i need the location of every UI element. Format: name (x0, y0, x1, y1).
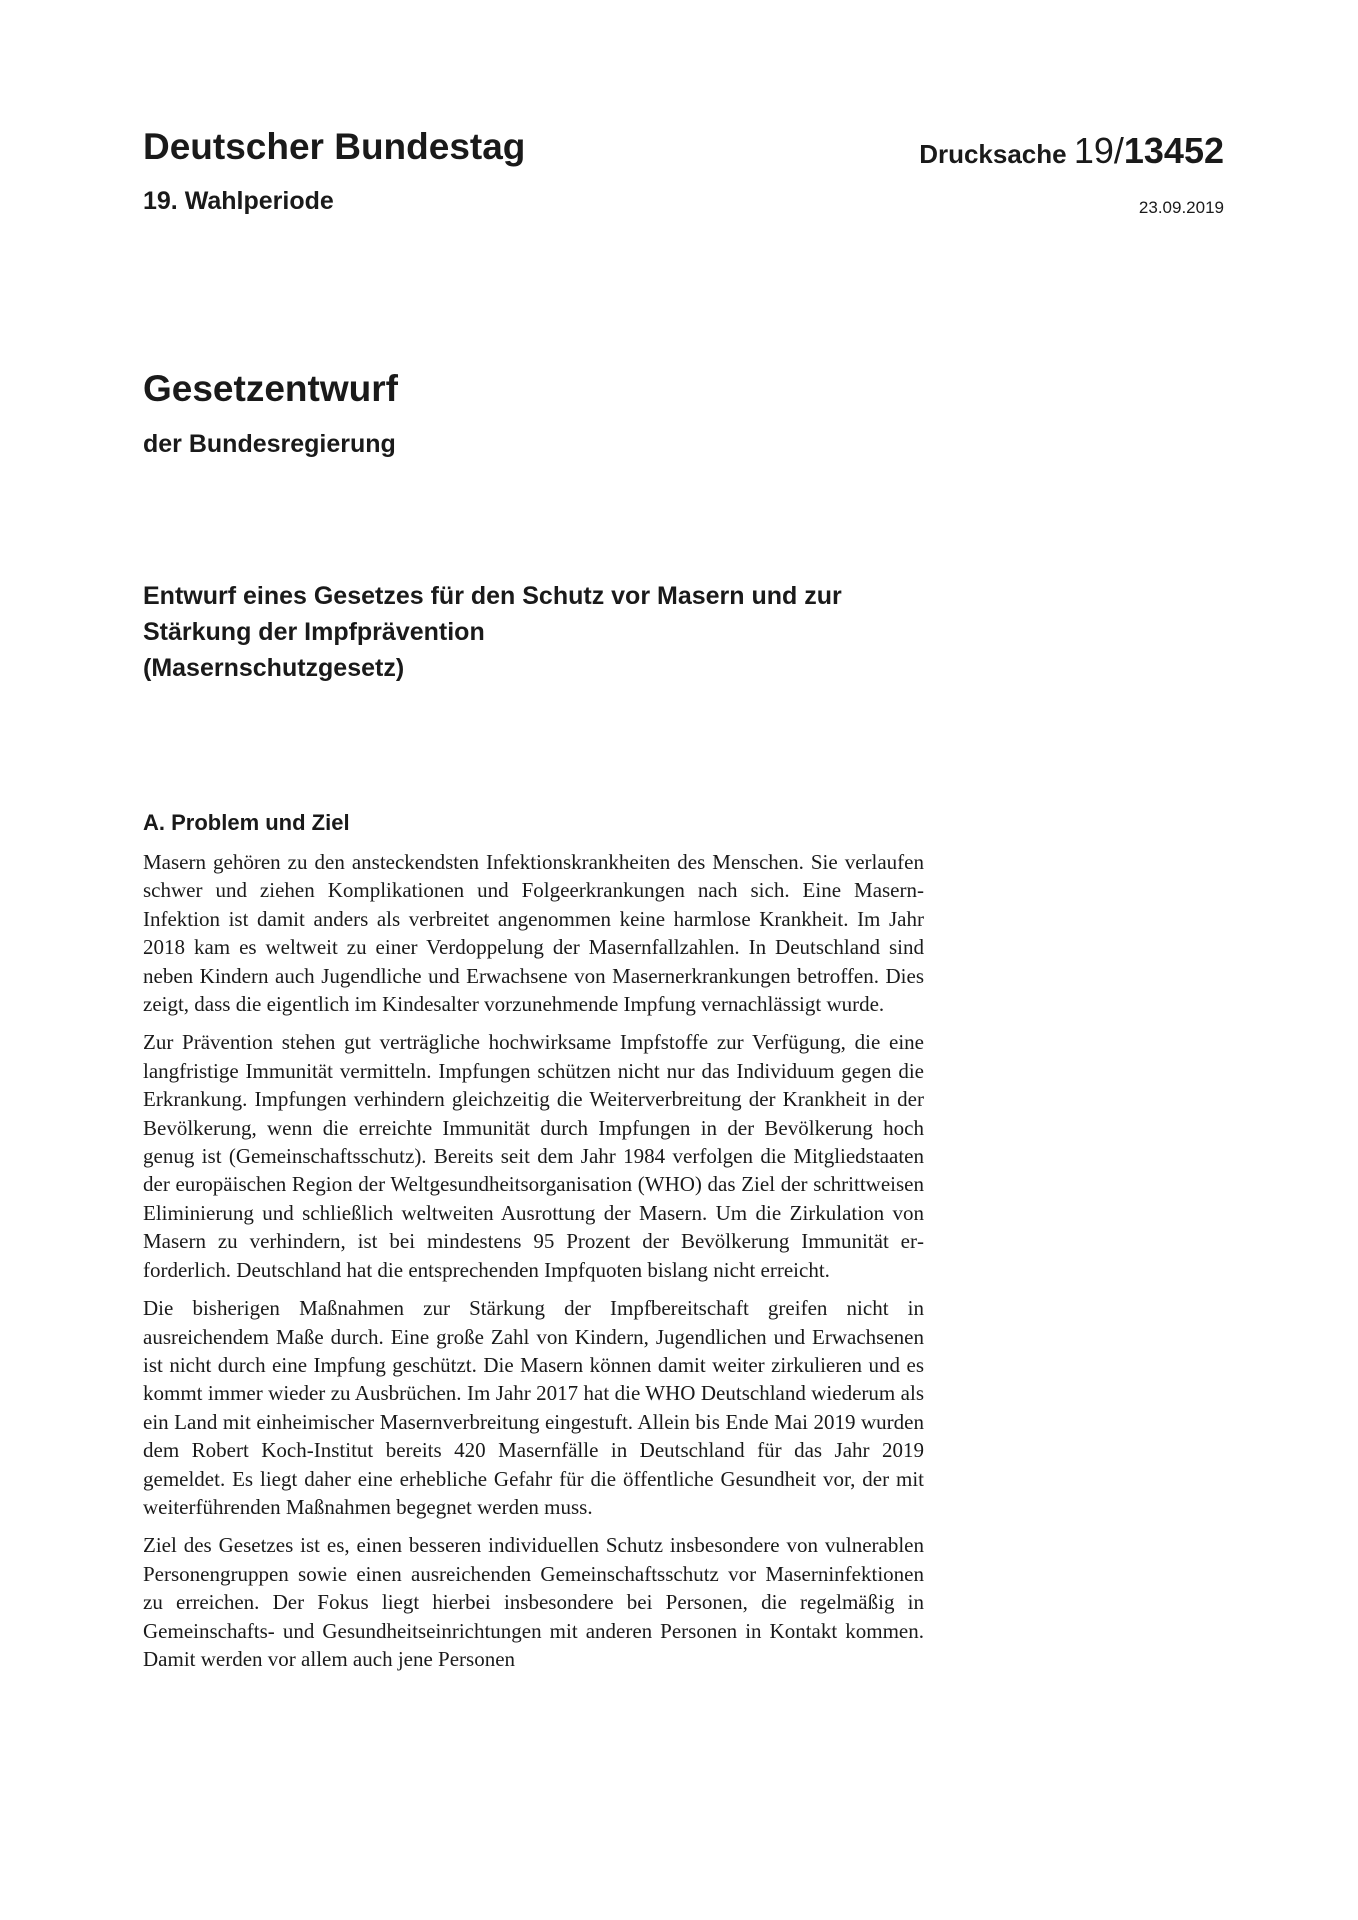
legislative-period: 19. Wahlperiode (143, 187, 334, 215)
document-author: der Bundesregierung (143, 430, 396, 458)
drucksache-prefix: 19/ (1073, 130, 1124, 171)
bill-title (143, 578, 963, 686)
institution-title: Deutscher Bundestag (143, 126, 526, 167)
bill-title-line: Stärkung der Impfprävention (143, 618, 485, 646)
section-heading: A. Problem und Ziel (143, 810, 350, 835)
bill-title-line: (Masernschutzgesetz) (143, 654, 405, 682)
body-paragraph: Zur Prävention stehen gut verträgliche hochwirksame Impfstoffe zur Verfügung, die eine langfristige Immunität vermitteln. Impfungen schützen nicht nur das Individuum gegen die Erkrankung. Impfungen verhindern gleichzeitig die Weiterverbreitung der Krankheit in der Bevölkerung, wenn die erreichte Immunität durch Impfungen in der Bevölkerung hoch genug ist (Gemeinschaftsschutz). Bereits seit dem Jahr 1984 verfolgen die Mitgliedstaaten der europäischen Region der Weltgesundheitsorganisation (WHO) das Ziel der schrittweisen Eliminierung und schließlich weltweiten Ausrottung der Masern. Um die Zirkulation von Masern zu verhindern, ist bei mindestens 95 Prozent der Bevölkerung Immunität erforderlich. Deutschland hat die entsprechenden Impfquoten bislang nicht erreicht. (143, 1030, 924, 1282)
section-body (143, 848, 924, 1683)
document-date: 23.09.2019 (1138, 198, 1224, 217)
drucksache-number (919, 130, 1224, 172)
body-paragraph: Die bisherigen Maßnahmen zur Stärkung der Impfbereitschaft greifen nicht in ausreichendem Maße durch. Eine große Zahl von Kindern, Jugendlichen und Erwachsenen ist nicht durch eine Impfung geschützt. Die Masern können damit weiter zirkulieren und es kommt immer wieder zu Ausbrüchen. Im Jahr 2017 hat die WHO Deutschland wiederum als ein Land mit einheimischer Masernverbreitung eingestuft. Allein bis Ende Mai 2019 wurden dem Robert Koch-Institut bereits 420 Masernfälle in Deutschland für das Jahr 2019 gemeldet. Es liegt daher eine erhebliche Gefahr für die öffentliche Gesundheit vor, der mit weiterführenden Maßnahmen begegnet werden muss. (143, 1296, 924, 1519)
body-paragraph: Masern gehören zu den ansteckendsten Infektionskrankheiten des Menschen. Sie verlaufen schwer und ziehen Komplikationen und Folgeerkrankungen nach sich. Eine Masern-Infektion ist damit anders als verbreitet angenommen keine harmlose Krankheit. Im Jahr 2018 kam es weltweit zu einer Verdoppelung der Masernfallzahlen. In Deutschland sind neben Kindern auch Jugendliche und Erwachsene von Masernerkrankungen betroffen. Dies zeigt, dass die eigentlich im Kindesalter vorzunehmende Impfung vernachlässigt wurde. (143, 850, 924, 1017)
document-type: Gesetzentwurf (143, 368, 398, 409)
drucksache-id: 13452 (1123, 130, 1224, 171)
body-paragraph: Ziel des Gesetzes ist es, einen besseren individuellen Schutz insbesondere von vulnerablen Personengruppen sowie einen ausreichenden Gemeinschaftsschutz vor Maserninfektionen zu erreichen. Der Fokus liegt hierbei insbesondere bei Personen, die regelmäßig in Gemeinschafts- und Gesundheitseinrichtungen mit anderen Personen in Kontakt kommen. Damit werden vor allem auch jene Personen (143, 1533, 924, 1671)
drucksache-label: Drucksache (919, 139, 1067, 169)
bill-title-line: Entwurf eines Gesetzes für den Schutz vor Masern und zur (143, 582, 842, 610)
